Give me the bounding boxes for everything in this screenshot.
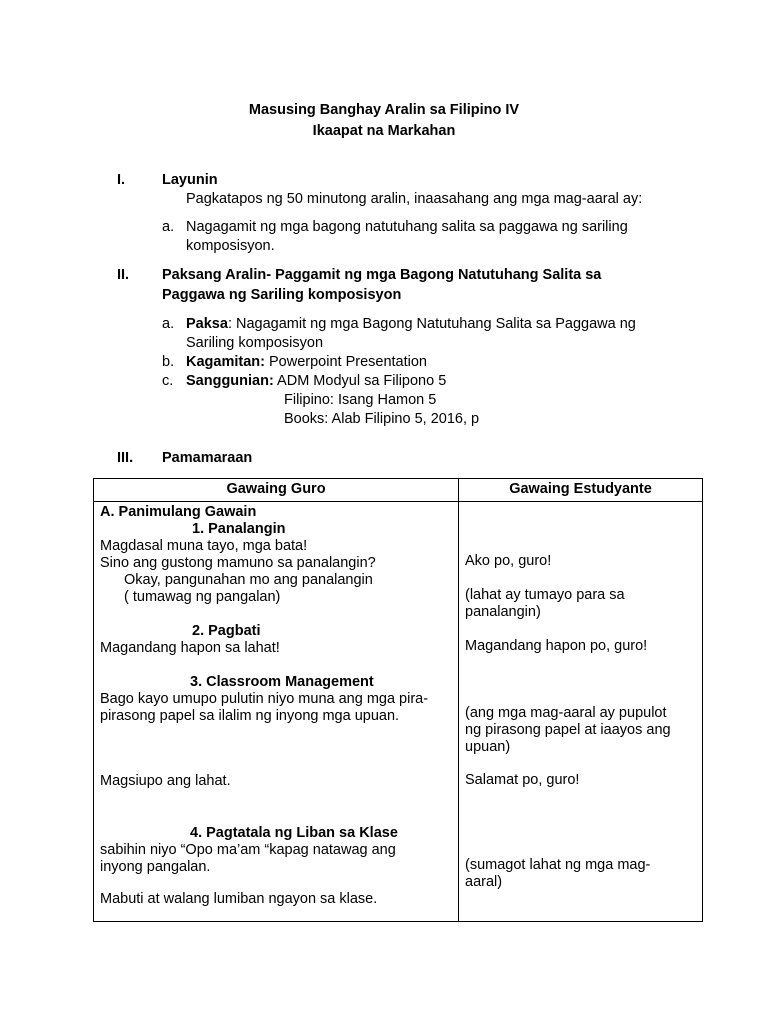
teacher-line: Bago kayo umupo pulutin niyo muna ang mga pira- [100, 691, 429, 707]
teacher-heading-pagtatala: 4. Pagtatala ng Liban sa Klase [190, 825, 398, 841]
student-line: (sumagot lahat ng mga mag- [465, 857, 651, 873]
paksa-label: Paksa [186, 316, 228, 332]
student-line: panalangin) [465, 604, 541, 620]
student-line: Ako po, guro! [465, 553, 552, 569]
sanggunian-text-3: Books: Alab Filipino 5, 2016, p [284, 411, 480, 427]
teacher-cell [94, 502, 459, 922]
section-2-b-line [186, 353, 427, 372]
student-cell [459, 502, 703, 922]
teacher-line: pirasong papel sa ilalim ng inyong mga upuan. [100, 708, 400, 724]
student-line: upuan) [465, 739, 511, 755]
teacher-line: Okay, pangunahan mo ang panalangin [124, 572, 373, 588]
paksa-text: : Nagagamit ng mga Bagong Natutuhang Salita sa Paggawa ng [227, 316, 636, 332]
student-line: aaral) [465, 874, 503, 890]
section-1-item-a-line1: Nagagamit ng mga bagong natutuhang salita sa paggawa ng sariling [186, 219, 628, 235]
section-1-intro: Pagkatapos ng 50 minutong aralin, inaasahang ang mga mag-aaral ay: [186, 191, 643, 207]
student-line: Salamat po, guro! [465, 772, 580, 788]
section-2-a-letter: a. [162, 316, 175, 332]
teacher-line: Magdasal muna tayo, mga bata! [100, 538, 308, 554]
section-1-item-a-letter: a. [162, 219, 175, 235]
sanggunian-text-2: Filipino: Isang Hamon 5 [284, 392, 437, 408]
teacher-line: Sino ang gustong mamuno sa panalangin? [100, 555, 376, 571]
table-header-row [94, 479, 703, 502]
section-2-heading-line2: Paggawa ng Sariling komposisyon [162, 287, 402, 303]
section-2-a-line1 [186, 315, 636, 334]
student-line: Magandang hapon po, guro! [465, 638, 648, 654]
teacher-line: sabihin niyo “Opo ma’am “kapag natawag ang [100, 842, 396, 858]
section-2-c-letter: c. [162, 373, 174, 389]
table-body-row [94, 502, 703, 922]
section-1-heading: Layunin [162, 172, 218, 188]
sanggunian-label: Sanggunian: [186, 373, 274, 389]
section-2-b-letter: b. [162, 354, 175, 370]
lesson-procedure-table [93, 478, 703, 922]
section-2-heading-line1: Paksang Aralin- Paggamit ng mga Bagong Natutuhang Salita sa [162, 267, 602, 283]
section-3-number: III. [117, 450, 134, 466]
col-header-teacher: Gawaing Guro [94, 479, 459, 502]
col-header-student: Gawaing Estudyante [459, 479, 703, 502]
section-2-a-line2: Sariling komposisyon [186, 335, 324, 351]
document-subtitle: Ikaapat na Markahan [312, 123, 456, 139]
student-line: ng pirasong papel at iaayos ang [465, 722, 671, 738]
kagamitan-label: Kagamitan: [186, 354, 265, 370]
teacher-line: Mabuti at walang lumiban ngayon sa klase. [100, 891, 378, 907]
student-line: (lahat ay tumayo para sa [465, 587, 625, 603]
section-1-number: I. [117, 172, 126, 188]
section-3-heading: Pamamaraan [162, 450, 253, 466]
teacher-line: Magsiupo ang lahat. [100, 773, 231, 789]
section-2-number: II. [117, 267, 130, 283]
sanggunian-text-1: ADM Modyul sa Filipono 5 [277, 373, 447, 389]
kagamitan-text: Powerpoint Presentation [269, 354, 427, 370]
teacher-section-heading: A. Panimulang Gawain [100, 504, 257, 520]
document-title: Masusing Banghay Aralin sa Filipino IV [248, 102, 520, 118]
teacher-line: inyong pangalan. [100, 859, 211, 875]
teacher-heading-panalangin: 1. Panalangin [192, 521, 286, 537]
teacher-heading-pagbati: 2. Pagbati [192, 623, 261, 639]
teacher-line: ( tumawag ng pangalan) [124, 589, 281, 605]
section-2-c-line [186, 372, 446, 391]
teacher-heading-classroom-management: 3. Classroom Management [190, 674, 374, 690]
section-1-item-a-line2: komposisyon. [186, 238, 275, 254]
teacher-line: Magandang hapon sa lahat! [100, 640, 280, 656]
student-line: (ang mga mag-aaral ay pupulot [465, 705, 667, 721]
